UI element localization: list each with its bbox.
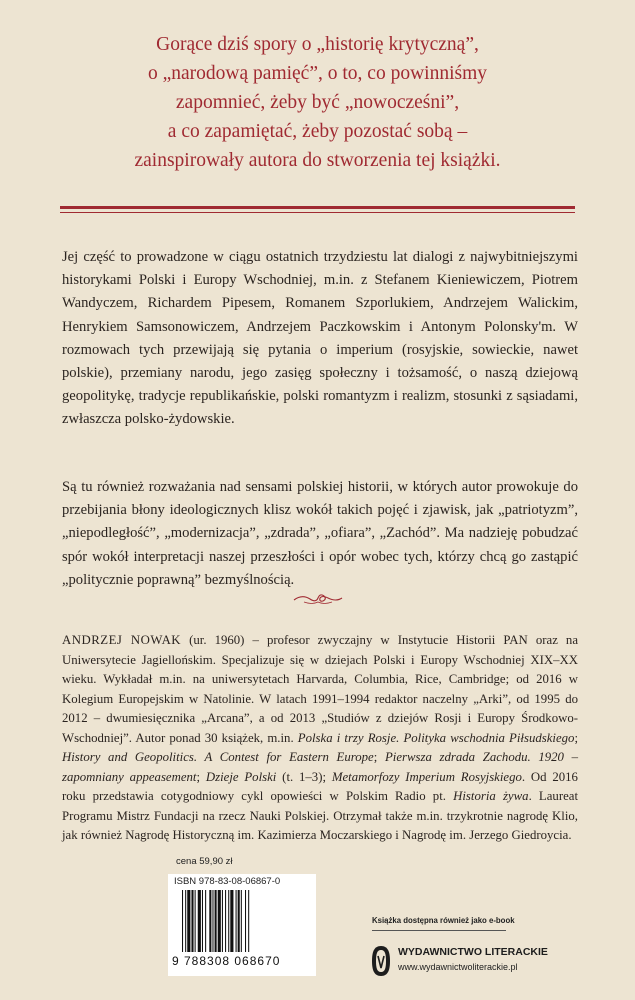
isbn-label: ISBN 978-83-08-06867-0	[174, 876, 281, 887]
bio-text: . Od 2016 roku przedstawia cotygodniowy cykl opowieści w Polskim Radio pt.	[62, 769, 578, 803]
price-label: cena 59,90 zł	[176, 856, 233, 867]
book-title: History and Geopolitics. A Contest for Eastern Europe	[62, 750, 374, 764]
barcode-icon	[180, 890, 310, 952]
barcode-block	[168, 856, 318, 978]
publisher-logo-icon	[370, 944, 392, 978]
bio-text: (t. 1–3);	[276, 769, 332, 784]
bio-text: ;	[196, 769, 206, 784]
bio-text: . Laureat Programu Mistrz Fundacji na rzecz Nauki Polskiej. Otrzymał także m.in. trzykrotnie nagrodę Klio, jak również Nagrodę Historyczną im. Kazimierza Moczarskiego i Nagrodę im. Jerzego Giedroycia.	[62, 789, 578, 842]
book-title: Polska i trzy Rosje. Polityka wschodnia Piłsudskiego	[297, 730, 575, 745]
book-title: Dzieje Polski	[205, 769, 277, 784]
book-title: Pierwsza zdrada Zachodu. 1920 – zapomniany appeasement	[62, 750, 579, 784]
ebook-underline	[372, 930, 506, 931]
book-title: Metamorfozy Imperium Rosyjskiego	[331, 769, 522, 784]
divider-thick	[60, 206, 575, 209]
quote-line: o „narodową pamięć”, o to, co powinniśmy	[148, 63, 487, 84]
publisher-name: WYDAWNICTWO LITERACKIE	[398, 946, 548, 958]
flourish-ornament-icon	[292, 590, 344, 608]
barcode-number: 9 788308 068670	[172, 954, 281, 968]
barcode-box	[168, 874, 316, 976]
publisher-url[interactable]: www.wydawnictwoliterackie.pl	[398, 962, 518, 972]
divider-thin	[60, 212, 575, 213]
quote-line: a co zapamiętać, żeby pozostać sobą –	[167, 121, 468, 142]
paragraph-text: Są tu również rozważania nad sensami polskiej historii, w których autor prowokuje do przebijania błony ideologicznych klisz wokół takich pojęć i zjawisk, jak „patriotyzm”, „niepodległość”, „modernizacja”, „zdrada”, „ofiara”, „Zachód”. Ma nadzieję pobudzać spór wokół interpretacji naszej przeszłości i opór wobec tych, którzy chcą go zastąpić „politycznie poprawną” bezmyślnością.	[62, 479, 578, 588]
bio-text: ;	[373, 750, 385, 764]
quote-line: zainspirowały autora do stworzenia tej książki.	[134, 150, 501, 171]
quote-line: zapomnieć, żeby być „nowocześni”,	[175, 92, 460, 113]
bio-text: ;	[574, 730, 579, 745]
description-paragraph-2	[62, 476, 578, 592]
description-paragraph-1	[62, 246, 578, 432]
radio-series-title: Historia żywa	[453, 789, 529, 803]
paragraph-text: Jej część to prowadzone w ciągu ostatnich trzydziestu lat dialogi z najwybitniejszymi historykami Polski i Europy Wschodniej, m.in. z Stefanem Kieniewiczem, Piotrem Wandyczem, Richardem Pipesem, Romanem Szporlukiem, Andrzejem Walickim, Henrykiem Samsonowiczem, Andrzejem Paczkowskim i Antonym Polonsky'm. W rozmowach tych przewijają się pytania o imperium (rosyjskie, sowieckie, nawet polskie), przemiany narodu, jego zasięg społeczny i tożsamość, o naszą dziejową geopolitykę, tradycje republikańskie, polski romantyzm i realizm, stosunki z sąsiadami, zwłaszcza polsko-żydowskie.	[62, 249, 578, 428]
bio-text: (ur. 1960) – profesor zwyczajny w Instytucie Historii PAN oraz na Uniwersytecie Jagiellońskim. Specjalizuje się w dziejach Polski i Europy Wschodniej XIX–XX wieku. Wykładał m.in. na uniwersytetach Harvarda, Columbia, Rice, Cambridge; od 2016 w Kolegium Europejskim w Natolinie. W latach 1991–1994 redaktor naczelny „Arki”, od 1995 do 2012 – dwumiesięcznika „Arcana”, a od 2013 „Studiów z dziejów Rosji i Europy Środkowo-Wschodniej”. Autor ponad 30 książek, m.in.	[62, 633, 578, 745]
ebook-note: Książka dostępna również jako e-book	[372, 916, 515, 925]
quote-line: Gorące dziś spory o „historię krytyczną”,	[156, 34, 479, 55]
pull-quote	[60, 30, 575, 175]
author-bio	[62, 631, 578, 846]
author-name: ANDRZEJ NOWAK	[62, 633, 182, 647]
